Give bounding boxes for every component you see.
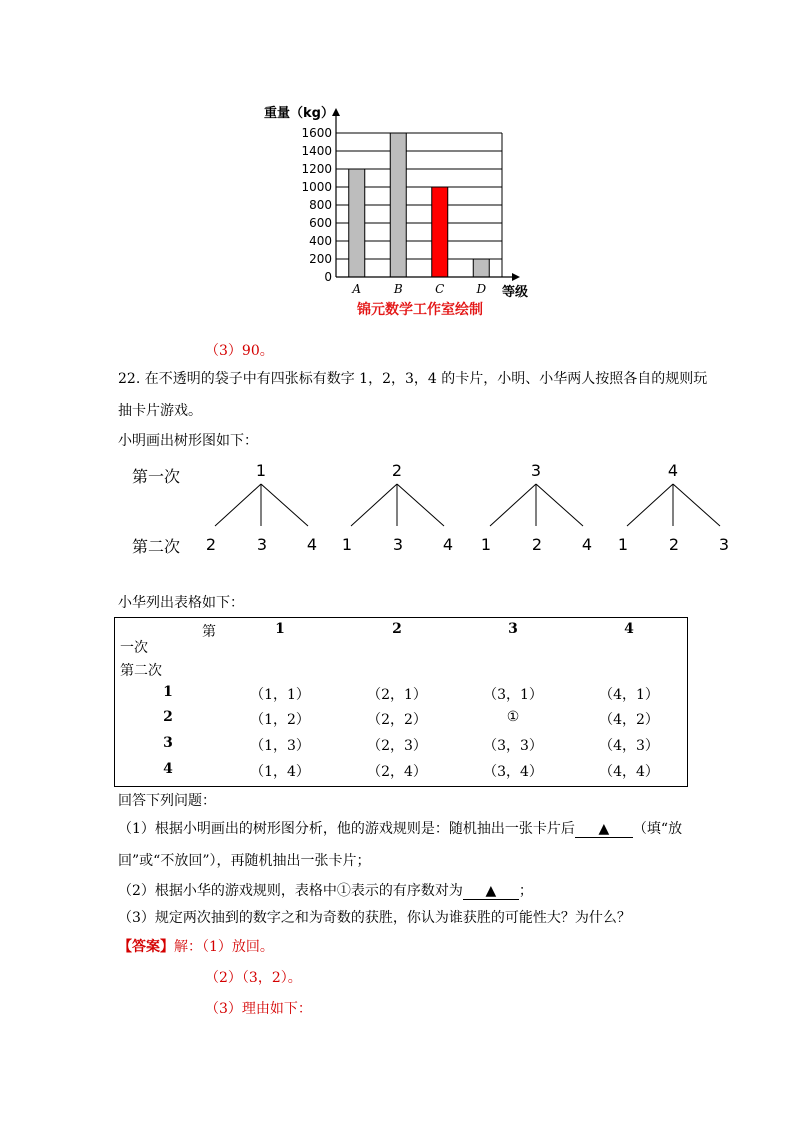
table-corner-top: 第 xyxy=(202,624,216,640)
tree-node-second: 1 xyxy=(617,535,629,554)
tree-row1-label: 第一次 xyxy=(132,467,181,486)
bar xyxy=(432,187,448,277)
tree-node-second: 4 xyxy=(581,535,593,554)
table-cell-circled-1: ① xyxy=(506,709,520,725)
y-tick-label: 1600 xyxy=(301,126,332,140)
table-cell: （1，4） xyxy=(250,764,310,780)
part1-hint: （填“放 xyxy=(632,821,683,837)
table-corner-bottom: 第二次 xyxy=(120,663,162,679)
table-cell: （2，4） xyxy=(367,764,427,780)
table-cell: （1，3） xyxy=(250,738,310,754)
table-cell: （4，4） xyxy=(599,764,659,780)
table-cell: （3，4） xyxy=(483,764,543,780)
weight-bar-chart xyxy=(260,100,560,320)
question-22-line2: 抽卡片游戏。 xyxy=(118,403,202,419)
answer-2: （2）（3，2）。 xyxy=(205,970,302,986)
table-cell: （4，2） xyxy=(599,712,659,728)
tree-branch xyxy=(490,484,536,526)
x-axis-label: 等级 xyxy=(502,285,529,300)
y-tick-label: 1200 xyxy=(301,162,332,176)
part3-line: （3）规定两次抽到的数字之和为奇数的获胜，你认为谁获胜的可能性大？为什么？ xyxy=(118,910,631,926)
table-cell: （2，1） xyxy=(367,687,427,703)
question-22-line1: 22. 在不透明的袋子中有四张标有数字 1，2，3，4 的卡片，小明、小华两人按照各自的规则玩 xyxy=(118,371,708,387)
bar xyxy=(349,169,365,277)
answer-3: （3）理由如下： xyxy=(205,1001,312,1017)
bar xyxy=(390,133,406,277)
tree-node-second: 2 xyxy=(531,535,543,554)
part1-line2: 回”或“不放回”），再随机抽出一张卡片； xyxy=(118,853,371,869)
table-cell: （1，1） xyxy=(250,687,310,703)
tree-row2-label: 第二次 xyxy=(132,537,181,556)
part2-line xyxy=(118,880,533,900)
part1-blank: ▲ xyxy=(575,821,633,838)
answer-intro: 回答下列问题： xyxy=(118,793,216,809)
answer-1: 解：（1）放回。 xyxy=(174,939,274,955)
tree-diagram xyxy=(120,460,740,560)
table-cell: （2，2） xyxy=(367,712,427,728)
x-category-label: A xyxy=(352,282,362,296)
y-tick-label: 1400 xyxy=(301,144,332,158)
table-cell: （1，2） xyxy=(250,712,310,728)
y-tick-label: 400 xyxy=(309,234,332,248)
part2-blank: ▲ xyxy=(463,883,519,900)
part1-text: （1）根据小明画出的树形图分析，他的游戏规则是：随机抽出一张卡片后 xyxy=(118,821,575,837)
tree-branch xyxy=(673,484,720,526)
chart-watermark: 锦元数学工作室绘制 xyxy=(357,302,483,318)
y-tick-label: 600 xyxy=(309,216,332,230)
table-col-head: 2 xyxy=(392,621,402,637)
ming-tree-intro: 小明画出树形图如下： xyxy=(118,433,258,449)
previous-answer-3: （3）90。 xyxy=(205,343,274,359)
table-row-head: 2 xyxy=(163,709,173,725)
tree-node-second: 3 xyxy=(718,535,730,554)
table-row-head: 4 xyxy=(163,761,173,777)
table-row-head: 1 xyxy=(163,684,173,700)
table-cell: （2，3） xyxy=(367,738,427,754)
y-axis-label: 重量（kg） xyxy=(264,106,334,121)
x-category-label: C xyxy=(435,282,445,296)
part2-end: ； xyxy=(518,883,533,899)
tree-node-second: 4 xyxy=(306,535,318,554)
tree-node-second: 4 xyxy=(442,535,454,554)
answer-line1 xyxy=(118,936,274,956)
tree-node-second: 2 xyxy=(205,535,217,554)
tree-node-first: 2 xyxy=(391,461,403,480)
tree-branch xyxy=(627,484,673,526)
tree-node-first: 3 xyxy=(530,461,542,480)
bar xyxy=(473,259,489,277)
hua-table-intro: 小华列出表格如下： xyxy=(118,595,244,611)
part2-text: （2）根据小华的游戏规则，表格中①表示的有序数对为 xyxy=(118,883,463,899)
tree-node-second: 1 xyxy=(341,535,353,554)
table-col-head: 1 xyxy=(275,621,285,637)
tree-branch xyxy=(536,484,583,526)
tree-branch xyxy=(215,484,261,526)
table-corner-mid: 一次 xyxy=(120,640,148,656)
tree-node-second: 1 xyxy=(480,535,492,554)
table-cell: （3，3） xyxy=(483,738,543,754)
tree-branch xyxy=(397,484,444,526)
y-tick-label: 0 xyxy=(324,270,332,284)
table-col-head: 3 xyxy=(508,621,518,637)
x-axis-arrow xyxy=(512,273,520,281)
table-cell: （3，1） xyxy=(483,687,543,703)
tree-branch xyxy=(351,484,397,526)
tree-node-first: 1 xyxy=(255,461,267,480)
tree-node-second: 2 xyxy=(668,535,680,554)
x-category-label: B xyxy=(393,282,403,296)
tree-node-first: 4 xyxy=(667,461,679,480)
tree-branch xyxy=(261,484,308,526)
table-cell: （4，3） xyxy=(599,738,659,754)
table-row-head: 3 xyxy=(163,735,173,751)
part1-line1 xyxy=(118,818,682,838)
y-tick-label: 800 xyxy=(309,198,332,212)
table-col-head: 4 xyxy=(624,621,634,637)
table-cell: （4，1） xyxy=(599,687,659,703)
y-tick-label: 1000 xyxy=(301,180,332,194)
answer-tag: 【答案】 xyxy=(118,939,174,955)
tree-node-second: 3 xyxy=(392,535,404,554)
x-category-label: D xyxy=(476,282,487,296)
y-tick-label: 200 xyxy=(309,252,332,266)
tree-node-second: 3 xyxy=(256,535,268,554)
